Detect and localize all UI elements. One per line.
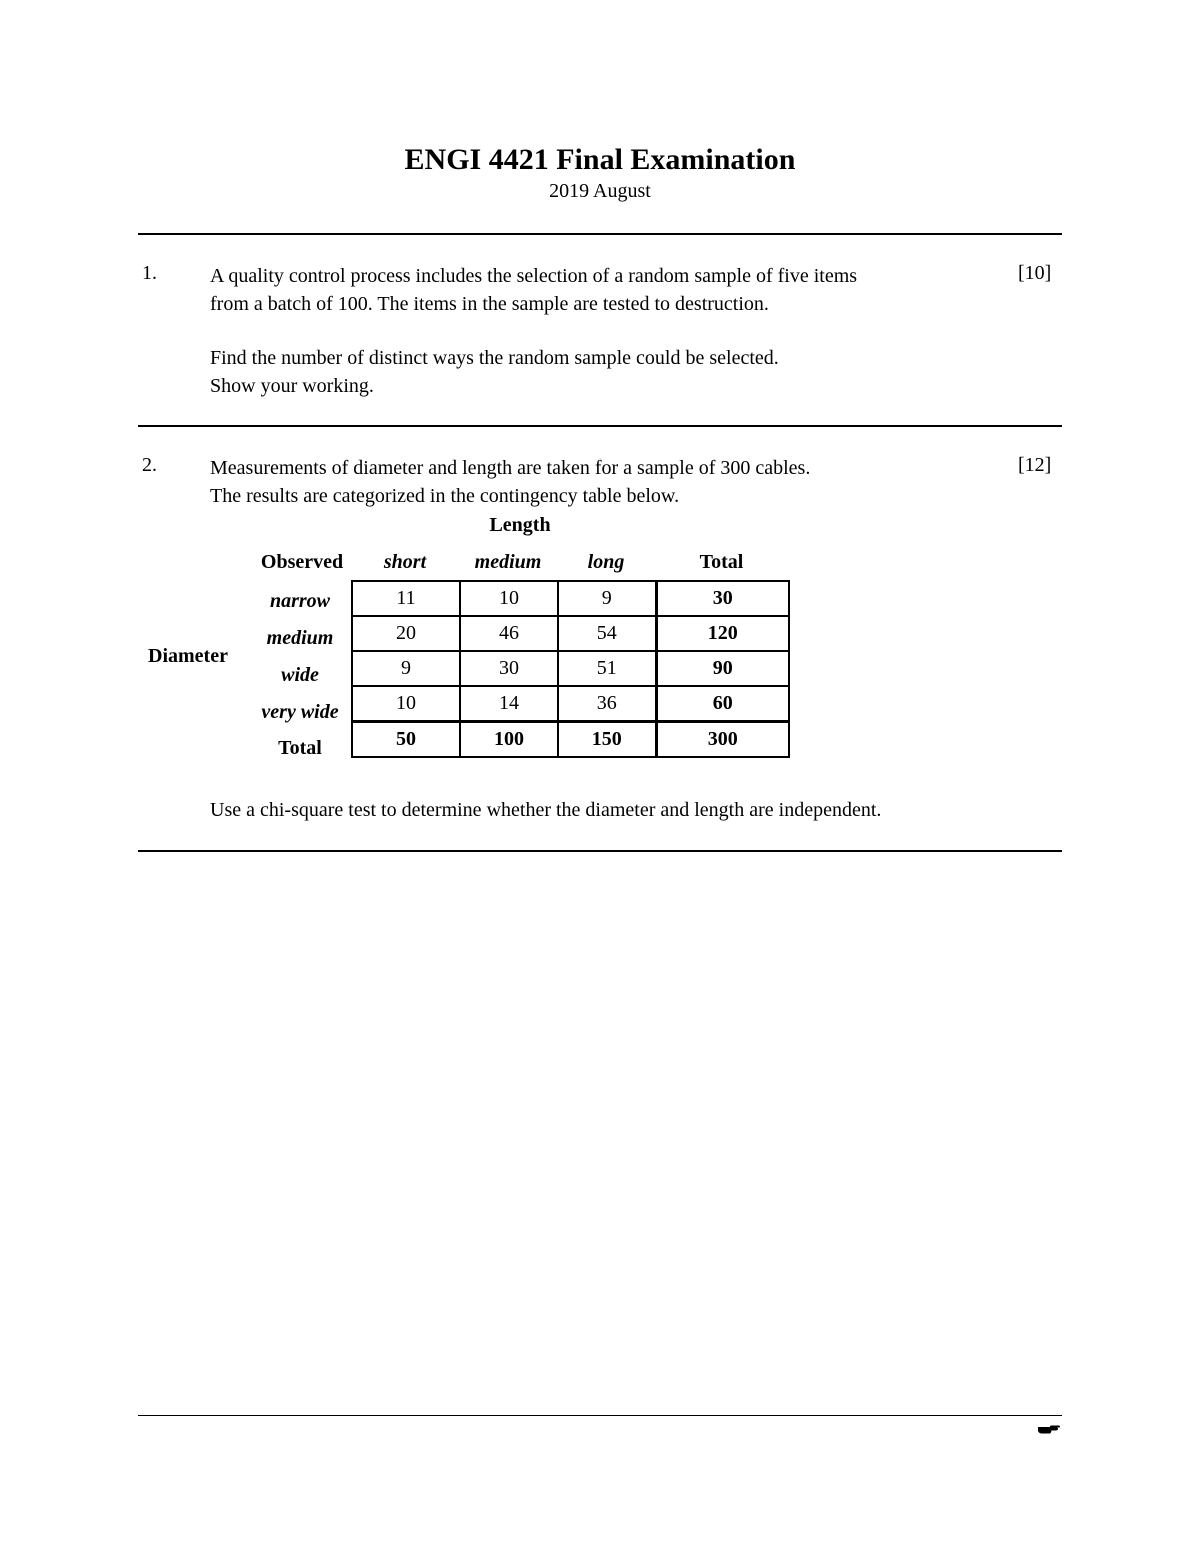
row-header-medium: medium [266,627,334,649]
table-cell: 9 [558,581,656,616]
table-cell: 20 [352,616,460,651]
table-total-row [352,722,789,758]
question-1-line-2: from a batch of 100. The items in the sample are tested to destruction. [210,293,769,315]
table-row [352,616,789,651]
table-row [352,686,789,722]
table-cell-total: 100 [460,722,558,758]
row-header-narrow: narrow [269,590,331,612]
contingency-table [351,580,790,758]
table-cell: 30 [460,651,558,686]
question-2-line-2: The results are categorized in the contingency table below. [210,485,680,507]
question-1-number: 1. [142,262,157,284]
question-1-marks: [10] [1018,262,1052,284]
divider [138,233,1062,235]
question-2-number: 2. [142,454,157,476]
table-cell: 10 [352,686,460,722]
row-header-very-wide: very wide [261,701,339,723]
question-1-line-4: Show your working. [210,375,374,397]
table-cell: 36 [558,686,656,722]
table-cell: 9 [352,651,460,686]
column-header-total: Total [699,551,744,573]
row-header-total: Total [278,737,322,759]
table-cell-total: 90 [656,651,789,686]
column-group-label: Length [489,514,551,536]
column-header-medium: medium [474,551,542,573]
table-cell: 10 [460,581,558,616]
column-header-short: short [383,551,427,573]
table-cell-total: 30 [656,581,789,616]
question-1-line-3: Find the number of distinct ways the random sample could be selected. [210,347,779,369]
table-cell: 51 [558,651,656,686]
question-2-instruction: Use a chi-square test to determine whether the diameter and length are independent. [210,799,882,821]
table-cell-total: 50 [352,722,460,758]
divider [138,850,1062,852]
table-corner-label: Observed [260,551,344,573]
column-header-long: long [587,551,625,573]
question-2-line-1: Measurements of diameter and length are taken for a sample of 300 cables. [210,457,811,479]
table-cell-total: 150 [558,722,656,758]
footer-divider [138,1415,1062,1416]
pointing-hand-icon [1036,1421,1062,1437]
divider [138,425,1062,427]
question-2-marks: [12] [1018,454,1052,476]
table-cell-total: 60 [656,686,789,722]
table-cell-total: 120 [656,616,789,651]
table-cell: 11 [352,581,460,616]
table-row [352,581,789,616]
table-cell: 46 [460,616,558,651]
table-cell-grand-total: 300 [656,722,789,758]
row-group-label: Diameter [148,645,228,667]
table-row [352,651,789,686]
table-cell: 14 [460,686,558,722]
row-header-wide: wide [281,664,319,686]
question-1-line-1: A quality control process includes the selection of a random sample of five items [210,265,858,287]
exam-title: ENGI 4421 Final Examination [404,143,796,176]
exam-date: 2019 August [549,180,651,202]
table-cell: 54 [558,616,656,651]
